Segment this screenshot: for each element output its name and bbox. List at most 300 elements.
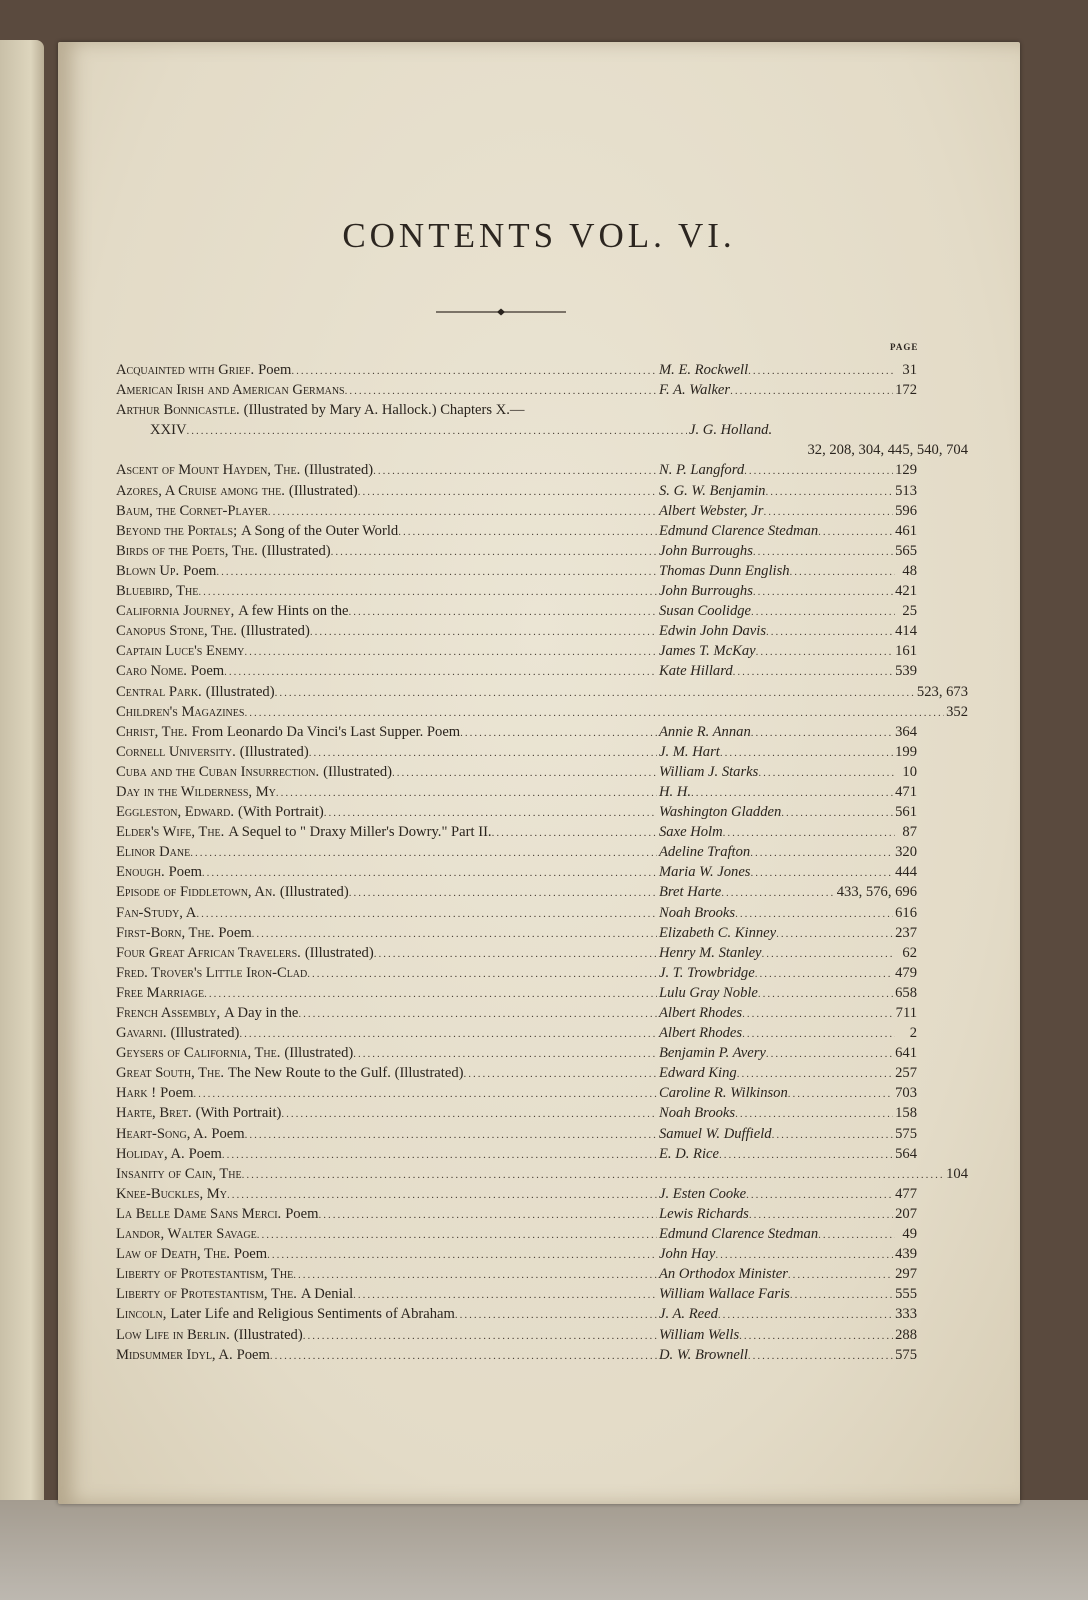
dot-leader: [492, 823, 657, 842]
entry-author-column: [657, 460, 917, 480]
entry-title: Four Great African Travelers.: [116, 944, 301, 961]
entry-title-column: [116, 481, 657, 501]
entry-title: Acquainted with Grief.: [116, 362, 255, 378]
entry-title: Eggleston, Edward.: [116, 804, 235, 821]
dot-leader: [733, 662, 893, 681]
entry-title: Law of Death, The.: [116, 1246, 230, 1263]
entry-title-column: [116, 802, 657, 822]
entry-subtitle: A Sequel to " Draxy Miller's Dowry." Part II.: [228, 824, 492, 841]
dot-leader: [776, 924, 893, 943]
dot-leader: [398, 522, 657, 541]
entry-author-column: [657, 943, 917, 963]
dot-leader: [310, 622, 657, 641]
entry-author-column: [657, 1003, 917, 1023]
entry-page: 10: [902, 763, 917, 780]
entry-title-column: [116, 762, 657, 782]
entry-page: 565: [895, 542, 917, 559]
dot-leader: [455, 1305, 657, 1324]
entry-title: Captain Luce's Enemy: [116, 643, 245, 660]
entry-author: William Wallace Faris: [659, 1286, 790, 1303]
dot-leader: [276, 783, 657, 802]
entry-author-column: [657, 561, 917, 581]
contents-entry: [116, 1103, 968, 1123]
contents-entry: [116, 1063, 968, 1083]
entry-author: William Wells: [659, 1326, 740, 1343]
entry-subtitle: (Illustrated): [205, 683, 275, 700]
entry-title: Great South, The.: [116, 1065, 225, 1082]
entry-title: Gavarni.: [116, 1025, 167, 1042]
entry-author-column: [657, 1284, 917, 1304]
entry-author: Edwin John Davis: [659, 623, 767, 640]
contents-entry: [116, 1184, 968, 1204]
entry-author-column: [657, 1244, 917, 1264]
table-surface: [0, 1500, 1088, 1600]
book-page: [58, 42, 1020, 1504]
entry-author-column: [657, 1083, 917, 1103]
dot-leader: [746, 1185, 893, 1204]
dot-leader: [744, 461, 893, 480]
entry-title-column: [116, 1023, 657, 1043]
entry-title-column: [116, 1083, 657, 1103]
entry-page: 477: [895, 1185, 917, 1202]
entry-page: 364: [895, 723, 917, 740]
dot-leader: [758, 984, 893, 1003]
contents-entry: [116, 621, 968, 641]
entry-title-column: [116, 782, 657, 802]
entry-author: Bret Harte: [659, 884, 722, 901]
entry-page: 433, 576, 696: [836, 884, 917, 901]
entry-title-column: [116, 882, 657, 902]
entry-author: Noah Brooks: [659, 904, 736, 921]
contents-entry: [116, 842, 968, 862]
entry-title: La Belle Dame Sans Merci.: [116, 1205, 282, 1222]
entry-author: Benjamin P. Avery: [659, 1045, 766, 1062]
dot-leader: [788, 1084, 893, 1103]
entry-author: Noah Brooks: [659, 1105, 736, 1122]
dot-leader: [735, 904, 893, 923]
entry-author-column: [657, 1224, 917, 1244]
ornament-rule: [436, 307, 566, 317]
entry-page: 62: [902, 944, 917, 961]
contents-entry: [116, 882, 968, 902]
entry-page: 461: [895, 522, 917, 539]
entry-author: John Hay: [659, 1246, 716, 1263]
entry-title: Cornell University.: [116, 743, 236, 760]
entry-title-column: [116, 561, 657, 581]
entry-author: John Burroughs: [659, 583, 753, 600]
entry-subtitle: A Denial: [300, 1286, 354, 1303]
entry-author: Maria W. Jones: [659, 864, 751, 881]
entry-title: Fred. Trover's Little Iron-Clad: [116, 964, 308, 981]
entry-subtitle: (Illustrated): [233, 1326, 303, 1343]
dot-leader: [257, 1225, 657, 1244]
dot-leader: [216, 562, 657, 581]
entry-author: M. E. Rockwell: [659, 362, 749, 378]
dot-leader: [293, 1265, 657, 1284]
entry-author: J. Esten Cooke: [659, 1185, 747, 1202]
dot-leader: [307, 964, 657, 983]
entry-author: N. P. Langford: [659, 462, 745, 479]
entry-page: 48: [902, 562, 917, 579]
entry-title: Ascent of Mount Hayden, The.: [116, 462, 301, 479]
dot-leader: [374, 944, 657, 963]
dot-leader: [196, 904, 657, 923]
page-title: CONTENTS VOL. VI.: [342, 216, 736, 255]
entry-page: 87: [902, 824, 917, 841]
entry-author: Albert Webster, Jr: [659, 502, 764, 519]
entry-title: Knee-Buckles, My: [116, 1185, 227, 1202]
contents-entry: [116, 1003, 968, 1023]
contents-entry: [116, 682, 968, 702]
entry-author: J. M. Hart: [659, 743, 720, 760]
dot-leader: [227, 1185, 657, 1204]
entry-title-column: [116, 682, 915, 702]
entry-author-column: [657, 722, 917, 742]
dot-leader: [753, 582, 893, 601]
entry-subtitle: Poem: [188, 1145, 222, 1162]
entry-title-column: [116, 923, 657, 943]
entry-title-column: [116, 641, 657, 661]
entry-page: 297: [895, 1266, 917, 1283]
dot-leader: [735, 1104, 893, 1123]
entry-author-column: [657, 1063, 917, 1083]
entry-subtitle: (Illustrated): [239, 743, 309, 760]
entry-title-column: [116, 1043, 657, 1063]
entry-page: 575: [895, 1125, 917, 1142]
dot-leader: [298, 1004, 657, 1023]
entry-author-column: [657, 601, 917, 621]
entry-author: S. G. W. Benjamin: [659, 482, 766, 499]
entry-subtitle: Poem: [211, 1125, 245, 1142]
entry-author-column: [657, 983, 917, 1003]
dot-leader: [244, 703, 944, 722]
entry-page: 596: [895, 502, 917, 519]
contents-entry: [116, 581, 968, 601]
contents-entry: [116, 1144, 968, 1164]
contents-entry: [116, 561, 968, 581]
contents-entry: [116, 1224, 968, 1244]
contents-entry: [116, 702, 968, 722]
entry-author-column: [657, 481, 917, 501]
dot-leader: [758, 763, 895, 782]
contents-entry: [116, 923, 968, 943]
dot-leader: [463, 1064, 657, 1083]
entry-title-column: [116, 943, 657, 963]
contents-entry: [116, 1264, 968, 1284]
entry-title: Landor, Walter Savage: [116, 1226, 257, 1243]
dot-leader: [772, 1125, 894, 1144]
dot-leader: [749, 1205, 893, 1224]
contents-entry: [116, 641, 968, 661]
entry-title: Children's Magazines: [116, 703, 245, 720]
entry-page: 129: [895, 462, 917, 479]
entry-title: Fan-Study, A: [116, 904, 197, 921]
dot-leader: [190, 843, 657, 862]
entry-title: Bluebird, The: [116, 583, 199, 600]
entry-author-column: [657, 1144, 917, 1164]
entry-author: Lulu Gray Noble: [659, 984, 758, 1001]
dot-leader: [790, 562, 895, 581]
dot-leader: [691, 783, 893, 802]
dot-leader: [753, 542, 893, 561]
entry-author-column: [657, 1103, 917, 1123]
entry-title-column: [116, 1345, 657, 1365]
entry-author-column: [657, 501, 917, 521]
entry-subtitle: Poem: [160, 1085, 194, 1102]
dot-leader: [737, 1064, 893, 1083]
page-column-label: PAGE: [890, 342, 919, 352]
entry-author: John Burroughs: [659, 542, 753, 559]
dot-leader: [318, 1205, 657, 1224]
dot-leader: [721, 883, 834, 902]
dot-leader: [762, 944, 895, 963]
entry-title: Low Life in Berlin.: [116, 1326, 230, 1343]
dot-leader: [720, 743, 893, 762]
entry-subtitle: Poem: [233, 1246, 268, 1263]
entry-author: Elizabeth C. Kinney: [659, 924, 777, 941]
entry-title-column: [116, 380, 657, 400]
dot-leader: [275, 683, 915, 702]
entry-title: Beyond the Portals;: [116, 522, 238, 539]
entry-title: Episode of Fiddletown, An.: [116, 884, 276, 901]
dot-leader: [268, 502, 657, 521]
entry-title-column: [116, 1284, 657, 1304]
contents-entry: [116, 963, 968, 983]
entry-author-column: [687, 420, 947, 440]
entry-title: Liberty of Protestantism, The.: [116, 1286, 297, 1303]
entry-title-column: [116, 661, 657, 681]
contents-entry: [116, 521, 968, 541]
contents-entry: [116, 1164, 968, 1184]
entry-title-column: [116, 460, 657, 480]
entry-title: French Assembly,: [116, 1005, 221, 1021]
contents-entry: [116, 1023, 968, 1043]
entry-page: 513: [895, 482, 917, 499]
entry-title: Holiday, A.: [116, 1145, 185, 1162]
contents-entry: [116, 903, 968, 923]
entry-author: J. T. Trowbridge: [659, 964, 755, 981]
entry-title-column: [116, 702, 944, 722]
entry-page: 641: [895, 1045, 917, 1062]
entry-title-column: [116, 400, 657, 420]
entry-subtitle: (Illustrated): [261, 542, 331, 559]
contents-entry: [116, 601, 968, 621]
entry-title: Elinor Dane: [116, 844, 191, 861]
entry-author: Edmund Clarence Stedman: [659, 1226, 819, 1243]
entry-author-column: [657, 782, 917, 802]
entry-page: 104: [946, 1165, 968, 1182]
dot-leader: [242, 1165, 944, 1184]
entry-author: H. H.: [659, 783, 692, 800]
contents-entry: [116, 460, 968, 480]
entry-title-column: [116, 842, 657, 862]
contents-entry: [116, 1083, 968, 1103]
entry-author: E. D. Rice: [659, 1145, 719, 1162]
dot-leader: [244, 642, 657, 661]
dot-leader: [252, 924, 657, 943]
entry-title-column: [116, 621, 657, 641]
entry-title: California Journey,: [116, 603, 235, 620]
entry-author: William J. Starks: [659, 763, 759, 780]
contents-entry: [116, 1284, 968, 1304]
entry-subtitle: (Illustrated): [288, 482, 358, 499]
entry-title: Lincoln,: [116, 1306, 167, 1323]
entry-author-column: [657, 1264, 917, 1284]
entry-page: 523, 673: [916, 683, 968, 700]
entry-author: Washington Gladden: [659, 804, 782, 821]
entry-title: Hark !: [116, 1085, 157, 1102]
entry-title-column: [116, 360, 657, 380]
entry-author-column: [657, 903, 917, 923]
entry-page: 414: [895, 623, 917, 640]
dot-leader: [748, 361, 895, 380]
entry-title: Free Marriage: [116, 984, 205, 1001]
contents-entry: [116, 722, 968, 742]
entry-title-column: [116, 1144, 657, 1164]
entry-author: F. A. Walker: [659, 382, 731, 399]
entry-page: 172: [895, 382, 917, 399]
entry-author-column: [657, 822, 917, 842]
entry-subtitle: (Illustrated): [304, 944, 374, 961]
entry-title-column: [116, 1244, 657, 1264]
entry-author: An Orthodox Minister: [659, 1266, 788, 1283]
entry-title: Canopus Stone, The.: [116, 623, 237, 640]
entry-author: Adeline Trafton: [659, 844, 751, 861]
entry-title: Birds of the Poets, The.: [116, 542, 258, 559]
dot-leader: [331, 542, 657, 561]
entry-title: Caro Nome.: [116, 663, 187, 680]
entry-title: Day in the Wilderness, My: [116, 783, 276, 800]
entry-author-column: [657, 762, 917, 782]
entry-title-column: [116, 581, 657, 601]
entry-title-column: [116, 521, 657, 541]
dot-leader: [303, 1326, 657, 1345]
entry-page: 439: [895, 1246, 917, 1263]
dot-leader: [751, 602, 895, 621]
dot-leader: [392, 763, 657, 782]
entry-subtitle: (Illustrated): [240, 623, 310, 640]
contents-entry: [116, 1124, 968, 1144]
contents-entry: [116, 862, 968, 882]
entry-author-column: [657, 1124, 917, 1144]
entry-title-column: [116, 601, 657, 621]
contents-entry: [116, 661, 968, 681]
entry-page: 32, 208, 304, 445, 540, 704: [807, 442, 968, 459]
dot-leader: [373, 461, 657, 480]
entry-title-column: [116, 1184, 657, 1204]
entry-title: Baum, the Cornet-Player: [116, 502, 268, 519]
contents-entry: [116, 501, 968, 521]
entry-page: 288: [895, 1326, 917, 1343]
entry-page: 25: [902, 603, 917, 620]
contents-entry: [116, 1325, 968, 1345]
entry-author-column: [657, 1043, 917, 1063]
entry-page: 257: [895, 1065, 917, 1082]
entry-author-column: [657, 360, 917, 380]
dot-leader: [750, 843, 893, 862]
entry-page: 658: [895, 984, 917, 1001]
entry-title-column: [116, 862, 657, 882]
entry-title-column: [116, 420, 687, 440]
entry-title: Harte, Bret.: [116, 1105, 192, 1122]
entry-author-column: [657, 1345, 917, 1365]
contents-entry: [116, 762, 968, 782]
entry-author-column: [657, 963, 917, 983]
entry-subtitle: (Illustrated): [284, 1045, 354, 1062]
entry-author-column: [657, 521, 917, 541]
entry-title-column: [116, 1124, 657, 1144]
entry-author: Edmund Clarence Stedman: [659, 522, 819, 539]
dot-leader: [358, 482, 657, 501]
entry-title: American Irish and American Germans: [116, 382, 345, 399]
entry-title: Elder's Wife, The.: [116, 824, 225, 841]
entry-title-column: [116, 903, 657, 923]
dot-leader: [239, 1024, 657, 1043]
entry-title: Azores, A Cruise among the.: [116, 482, 285, 499]
dot-leader: [460, 723, 657, 742]
entry-subtitle: A Song of the Outer World: [241, 522, 399, 539]
entry-subtitle: Poem: [258, 362, 292, 378]
entry-page: 31: [902, 362, 917, 378]
entry-title: Christ, The.: [116, 723, 188, 740]
dot-leader: [345, 381, 657, 400]
contents-entry: [116, 943, 968, 963]
contents-entry: [116, 400, 968, 420]
entry-title: First-Born, The.: [116, 924, 215, 941]
entry-author: Albert Rhodes: [659, 1025, 743, 1042]
dot-leader: [723, 823, 895, 842]
contents-entry: [116, 802, 968, 822]
dot-leader: [198, 582, 657, 601]
entry-title: Heart-Song, A.: [116, 1125, 208, 1142]
entry-subtitle: A few Hints on the: [238, 603, 349, 620]
entry-page: 158: [895, 1105, 917, 1122]
entry-title: Insanity of Cain, The: [116, 1165, 242, 1182]
entry-author-column: [657, 802, 917, 822]
dot-leader: [718, 1305, 893, 1324]
entry-subtitle: (Illustrated): [170, 1025, 240, 1042]
entry-author: J. G. Holland.: [689, 422, 773, 439]
entry-subtitle: (Illustrated): [323, 763, 393, 780]
entry-title-column: [116, 1003, 657, 1023]
entry-subtitle: (Illustrated): [279, 884, 349, 901]
entry-author-column: [657, 1325, 917, 1345]
dot-leader: [750, 863, 893, 882]
entry-author: D. W. Brownell: [659, 1346, 748, 1363]
entry-author-column: [657, 842, 917, 862]
entry-title: Enough.: [116, 864, 165, 881]
entry-subtitle: (With Portrait): [195, 1105, 282, 1122]
entry-subtitle: (With Portrait): [238, 804, 324, 821]
contents-entry: [116, 782, 968, 802]
entry-page: 561: [895, 804, 917, 821]
dot-leader: [202, 863, 657, 882]
entry-subtitle: Later Life and Religious Sentiments of Abraham: [170, 1306, 455, 1323]
entry-author-column: [657, 641, 917, 661]
entry-title: Arthur Bonnicastle.: [116, 402, 240, 419]
entry-author-column: [657, 1204, 917, 1224]
entry-author: Henry M. Stanley: [659, 944, 762, 961]
contents-entry: [116, 481, 968, 501]
dot-leader: [291, 361, 657, 380]
entry-page: 479: [895, 964, 917, 981]
entry-page: 471: [895, 783, 917, 800]
entry-title-column: [116, 983, 657, 1003]
entry-page: 555: [895, 1286, 917, 1303]
contents-entry: [116, 1204, 968, 1224]
entry-author-column: [657, 1184, 917, 1204]
dot-leader: [270, 1346, 657, 1365]
